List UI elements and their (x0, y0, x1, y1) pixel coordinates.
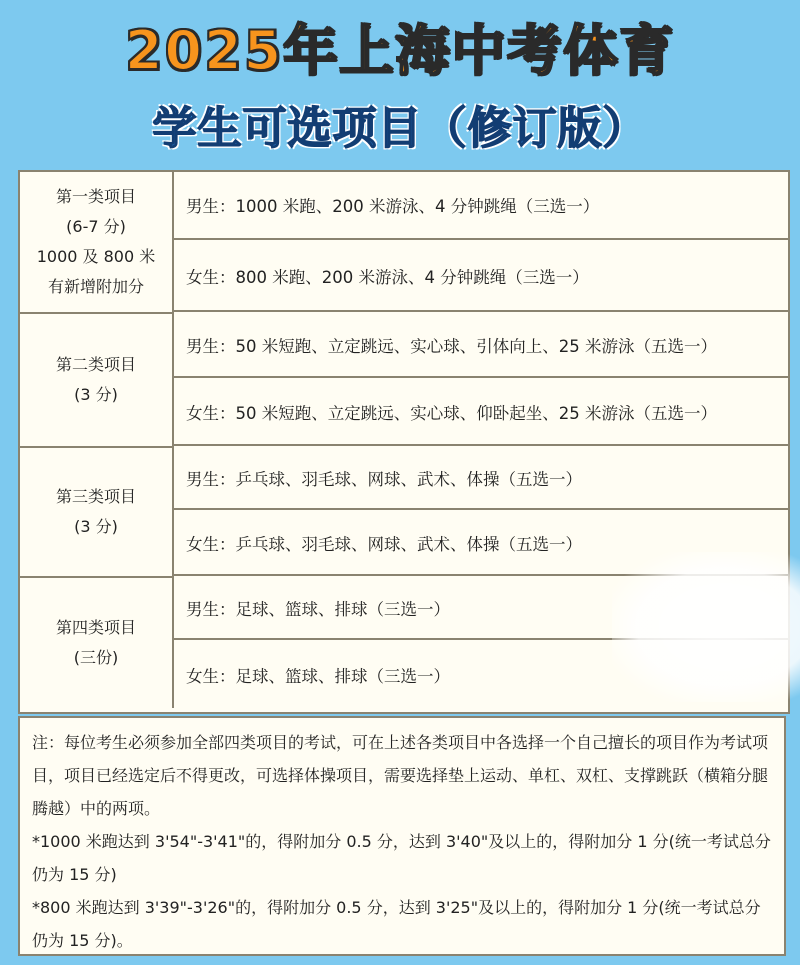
category-4-label (20, 578, 174, 708)
category-line: 第一类项目 (55, 187, 136, 206)
category-line: 1000 及 800 米 (36, 247, 156, 266)
category-line: (三份) (73, 648, 119, 667)
category-line: 第二类项目 (55, 355, 136, 374)
note-male-bonus: *1000 米跑达到 3'54"-3'41"的，得附加分 0.5 分，达到 3'40"及以上的，得附加分 1 分(统一考试总分仍为 15 分) (32, 832, 771, 884)
category-1-label (20, 172, 174, 314)
category-line: (3 分) (74, 517, 118, 536)
category-line: (6-7 分) (66, 217, 126, 236)
notes-box (18, 716, 786, 956)
category-1-female: 女生：800 米跑、200 米游泳、4 分钟跳绳（三选一） (174, 242, 788, 312)
category-line: 第四类项目 (55, 618, 136, 637)
category-1-male: 男生：1000 米跑、200 米游泳、4 分钟跳绳（三选一） (174, 172, 788, 240)
note-main: 注：每位考生必须参加全部四类项目的考试，可在上述各类项目中各选择一个自己擅长的项目作为考试项目，项目已经选定后不得更改，可选择体操项目，需要选择垫上运动、单杠、双杠、支撑跳跃（横箱分腿腾越）中的两项。 (32, 733, 769, 818)
category-2-male: 男生：50 米短跑、立定跳远、实心球、引体向上、25 米游泳（五选一） (174, 314, 788, 378)
poster-subtitle: 学生可选项目（修订版） (152, 103, 648, 154)
category-3-label (20, 448, 174, 578)
events-table (18, 170, 790, 714)
category-2-female: 女生：50 米短跑、立定跳远、实心球、仰卧起坐、25 米游泳（五选一） (174, 380, 788, 446)
note-female-bonus: *800 米跑达到 3'39"-3'26"的，得附加分 0.5 分，达到 3'25"及以上的，得附加分 1 分(统一考试总分仍为 15 分)。 (32, 898, 761, 950)
category-4-male: 男生：足球、篮球、排球（三选一） (174, 578, 788, 640)
poster-title: 2025年上海中考体育 (124, 19, 676, 82)
category-3-male: 男生：乒乓球、羽毛球、网球、武术、体操（五选一） (174, 448, 788, 510)
category-line: (3 分) (74, 385, 118, 404)
category-line: 第三类项目 (55, 487, 136, 506)
category-line: 有新增附加分 (47, 277, 144, 296)
category-3-female: 女生：乒乓球、羽毛球、网球、武术、体操（五选一） (174, 512, 788, 576)
category-4-female: 女生：足球、篮球、排球（三选一） (186, 667, 450, 686)
category-2-label (20, 314, 174, 448)
